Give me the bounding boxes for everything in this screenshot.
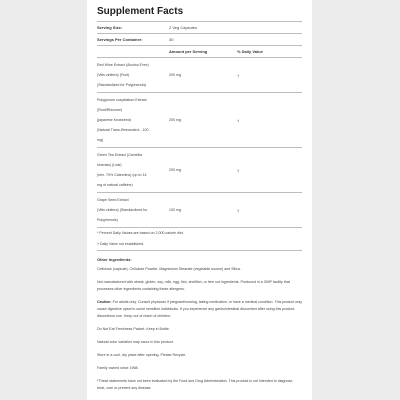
ingredient-daily-value: † [237,72,240,78]
ingredient-amount: 100 mg [169,208,181,212]
amount-header: Amount per Serving [169,49,208,54]
other-ingredients-text: Cellulose (capsule), Cellulose Powder, Magnesium Stearate (vegetable source) and Silica. [97,267,241,271]
servings-per-container-value: 30 [169,37,174,42]
ingredient-name [97,195,169,225]
ingredient-name-line: (Root/Rhizome) [97,108,123,112]
header-spacer [97,49,169,54]
caution-label: Caution: [97,300,112,304]
caution-text: For adults only. Consult physician if pregnant/nursing, taking medication, or have a medical condition. This product may cause digestive upset in some sensitive individuals. If you experience any gastrointestinal discomfort after using this product, discontinue use. Keep out of reach of children. [97,300,303,318]
ingredient-name [97,95,169,145]
servings-per-container-row [97,34,302,45]
caution-statement [97,299,302,320]
family-owned-note: Family owned since 1968. [97,366,139,370]
table-header [97,46,302,57]
divider [97,250,302,251]
ingredient-name-line: (japanese Knotweed) [97,118,131,122]
ingredient-amount: 200 mg [169,118,181,122]
servings-per-container-label: Servings Per Container: [97,37,143,42]
footnote: * Percent Daily Values are based on 2,000 calorie diet. [97,231,184,235]
ingredient-name [97,60,169,90]
footnotes [97,228,302,250]
footnote: † Daily Value not established. [97,242,145,246]
ingredient-name-line: Red Wine Extract (Alcohol-Free) [97,63,149,67]
table-row [97,193,302,227]
ingredient-amount: 200 mg [169,73,181,77]
serving-size-label: Serving Size: [97,25,123,30]
ingredient-amount: 200 mg [169,168,181,172]
ingredient-name-line: Green Tea Extract (Camellia [97,153,143,157]
allergen-statement: Not manufactured with wheat, gluten, soy, milk, egg, fish, shellfish, or tree nut ingredients. Produced in a GMP facility that processes other ingredients containing these allergens. [97,280,290,291]
ingredient-name-line: Polyphenols) [97,218,118,222]
ingredient-name-line: Grape Seed Extract [97,198,129,202]
ingredient-name-line: mg of natural caffeine) [97,183,133,187]
ingredient-name-line: Polygonum cuspidatum Extract [97,98,147,102]
ingredient-name-line: mg) [97,138,104,142]
fda-disclaimer: *These statements have not been evaluated by the Food and Drug Administration. This product is not intended to diagnose, treat, cure or prevent any disease. [97,379,294,390]
color-variation-note: Natural color variation may occur in this product. [97,340,174,344]
supplement-facts-panel [87,0,312,400]
page-title: Supplement Facts [97,6,184,17]
table-row [97,93,302,147]
storage-note: Store in a cool, dry place after opening. Please Recycle. [97,353,187,357]
ingredient-name-line: sinensis) (Leaf) [97,163,122,167]
ingredient-name-line: (Vitis vinifera) (Standardized for [97,208,148,212]
ingredient-daily-value: † [237,167,240,173]
table-row [97,148,302,192]
other-ingredients-heading: Other Ingredients: [97,257,132,262]
daily-value-header: % Daily Value [237,49,263,54]
table-row [97,58,302,92]
ingredient-name [97,150,169,190]
ingredient-daily-value: † [237,207,240,213]
serving-size-value: 2 Veg Capsules [169,25,198,30]
ingredient-name-line: (min. 70% Catechins) (up to 14 [97,173,147,177]
ingredient-name-line: (Standardized for Polyphenols) [97,83,147,87]
ingredient-name-line: (Natural Trans-Resveratrol - 100 [97,128,149,132]
ingredient-daily-value: † [237,117,240,123]
ingredient-table [97,58,302,228]
ingredient-name-line: (Vitis vinifera) (Fruit) [97,73,130,77]
freshness-packet-note: Do Not Eat Freshness Packet. Keep in Bottle. [97,327,170,331]
serving-size-row [97,22,302,33]
